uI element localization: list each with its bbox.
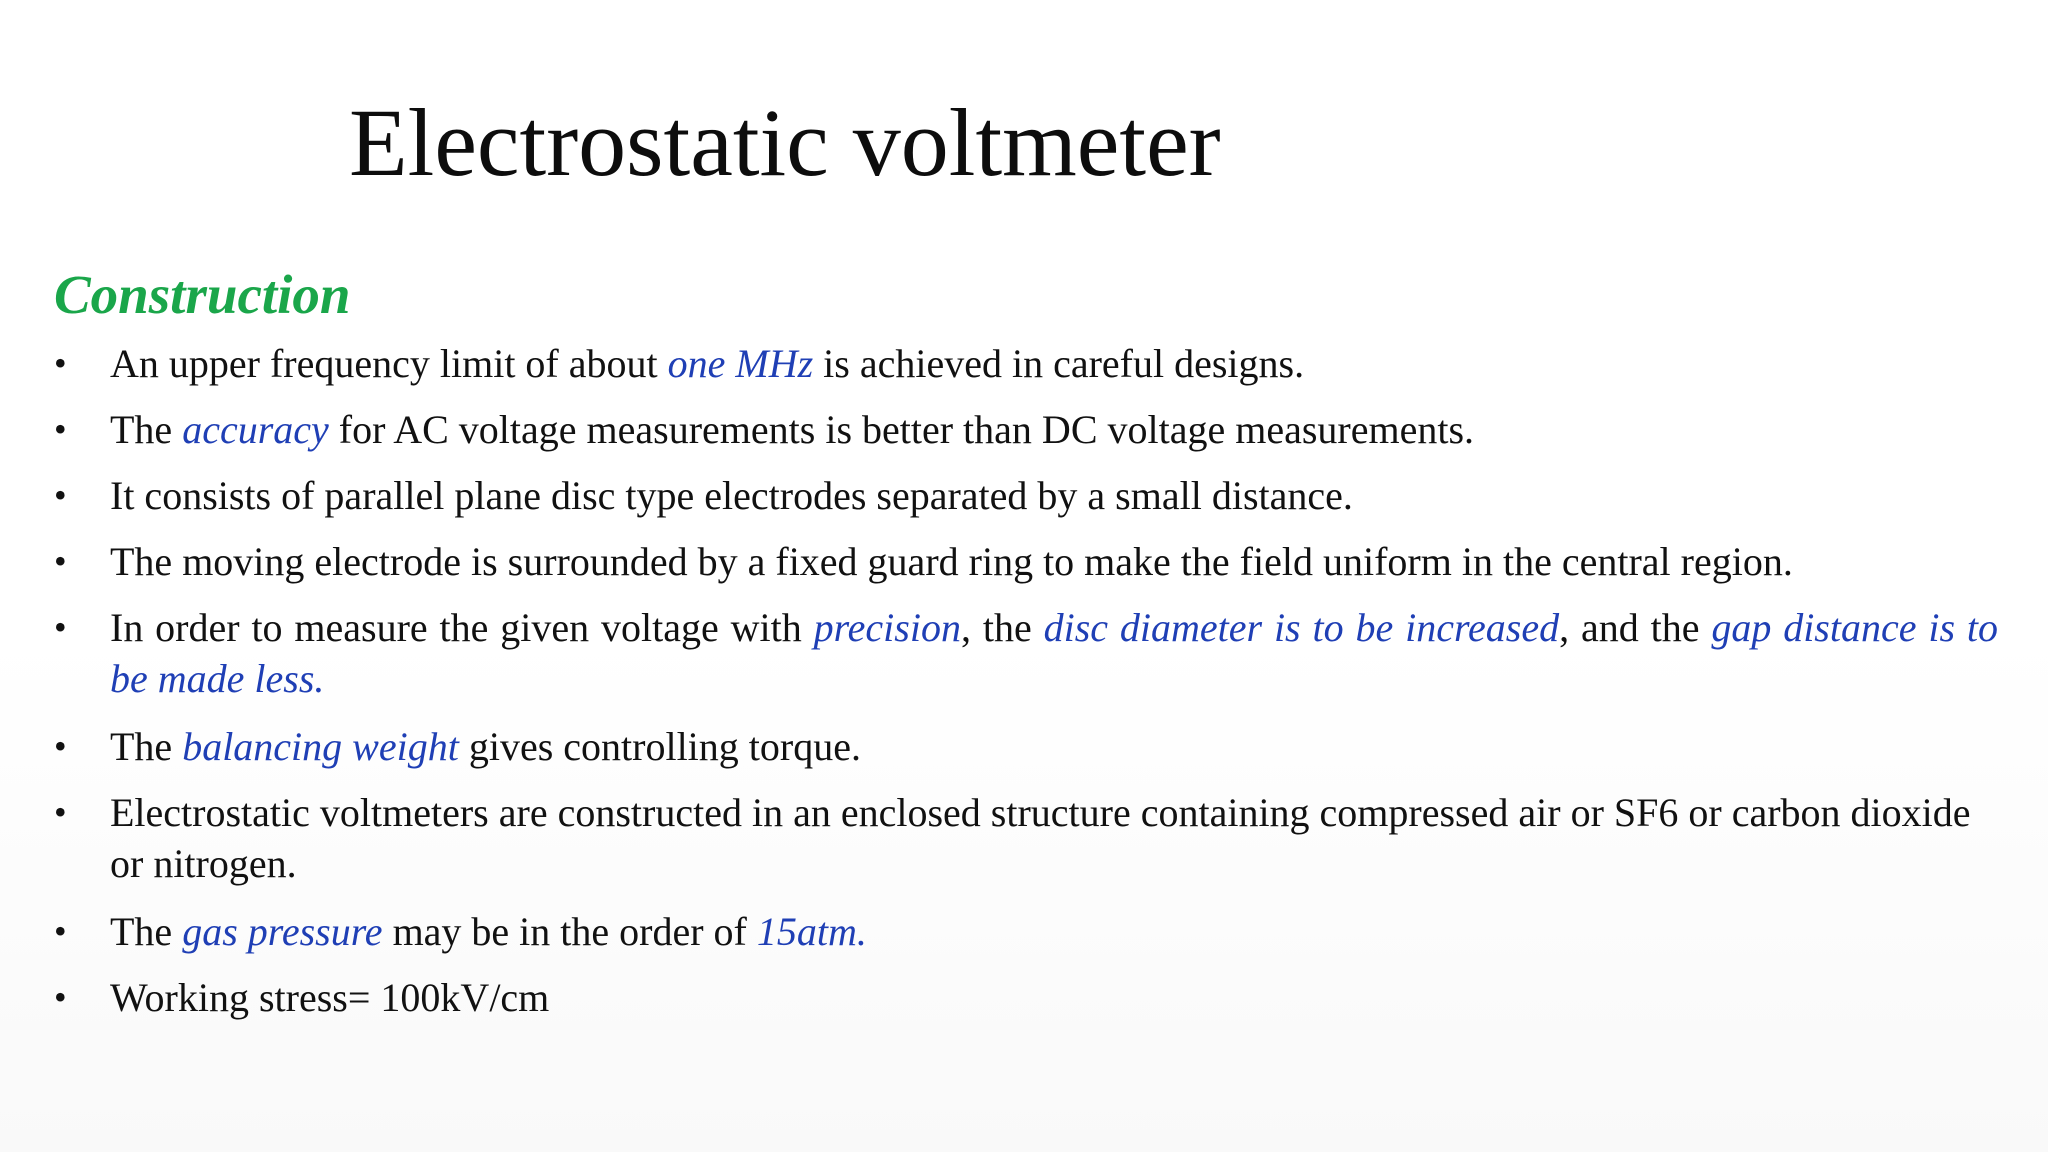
highlight-text: 15atm.: [756, 909, 867, 954]
bullet-text: An upper frequency limit of about: [110, 341, 668, 386]
bullet-icon: •: [54, 792, 67, 832]
bullet-text: The: [110, 724, 183, 769]
section-heading: Construction: [54, 264, 351, 325]
bullet-icon: •: [54, 607, 67, 647]
bullet-icon: •: [54, 409, 67, 449]
slide-title: Electrostatic voltmeter: [349, 89, 1221, 196]
highlight-text: balancing weight: [182, 724, 459, 769]
bullet-icon: •: [54, 541, 67, 581]
bullet-item-balancing-weight: [54, 721, 1998, 772]
bullet-item-working-stress: [54, 972, 1998, 1023]
bullet-icon: •: [54, 475, 67, 515]
bullet-text: Electrostatic voltmeters are constructed in an enclosed structure containing compressed air or SF6 or carbon dioxide or nitrogen.: [110, 790, 1971, 886]
bullet-item-frequency-limit: [54, 338, 1998, 389]
bullet-text: gives controlling torque.: [458, 724, 861, 769]
bullet-text: The moving electrode is surrounded by a fixed guard ring to make the field uniform in the central region.: [110, 539, 1793, 584]
bullet-icon: •: [54, 977, 67, 1017]
bullet-list: [54, 338, 1998, 1038]
bullet-item-enclosure: [54, 787, 1998, 889]
bullet-text: may be in the order of: [382, 909, 757, 954]
bullet-icon: •: [54, 343, 67, 383]
bullet-item-accuracy: [54, 404, 1998, 455]
highlight-text: precision: [813, 605, 961, 650]
bullet-text: It consists of parallel plane disc type electrodes separated by a small distance.: [110, 473, 1353, 518]
bullet-text: The: [110, 909, 183, 954]
bullet-text: , and the: [1559, 605, 1712, 650]
bullet-text: for AC voltage measurements is better than DC voltage measurements.: [328, 407, 1475, 452]
bullet-item-gas-pressure: [54, 906, 1998, 957]
bullet-text: In order to measure the given voltage with: [110, 605, 814, 650]
highlight-text: accuracy: [182, 407, 329, 452]
bullet-icon: •: [54, 726, 67, 766]
bullet-text: The: [110, 407, 183, 452]
bullet-item-guard-ring: [54, 536, 1998, 587]
bullet-item-electrodes: [54, 470, 1998, 521]
bullet-item-precision: [54, 602, 1998, 704]
highlight-text: disc diameter is to be increased: [1043, 605, 1560, 650]
highlight-text: gas pressure: [182, 909, 383, 954]
bullet-text: Working stress= 100kV/cm: [110, 975, 550, 1020]
highlight-text: one MHz: [667, 341, 814, 386]
bullet-icon: •: [54, 911, 67, 951]
bullet-text: is achieved in careful designs.: [813, 341, 1305, 386]
bullet-text: , the: [960, 605, 1044, 650]
highlight-text: gap distance is to be made less.: [110, 605, 1999, 701]
